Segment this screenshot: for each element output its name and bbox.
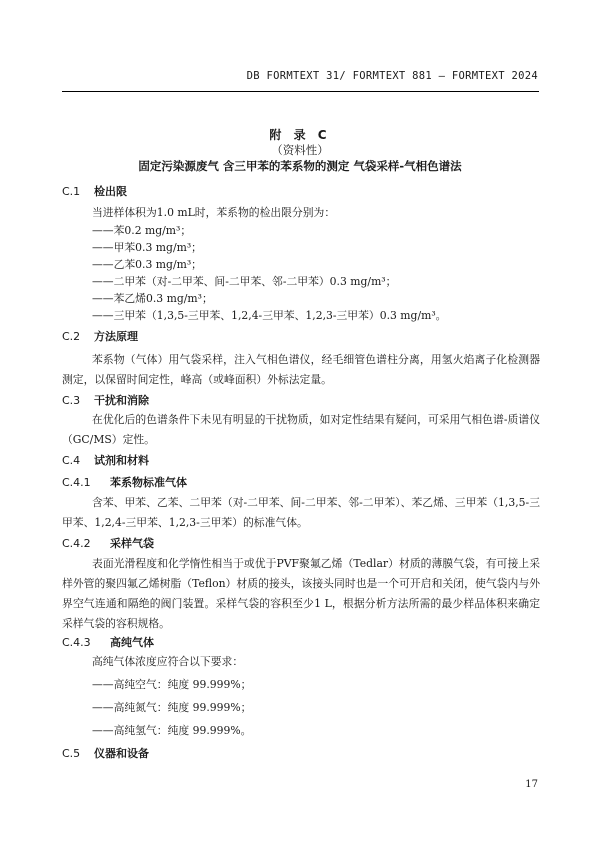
- section-c41-heading: [62, 474, 187, 490]
- section-number: C.4.2: [62, 537, 91, 550]
- document-header: DB FORMTEXT 31/ FORMTEXT 881 — FORMTEXT 2024: [246, 70, 538, 82]
- section-number: C.4.1: [62, 476, 91, 489]
- section-title: 干扰和消除: [94, 394, 149, 407]
- c1-item: ——甲苯0.3 mg/m³；: [92, 241, 202, 254]
- section-c3-heading: [62, 392, 149, 408]
- c1-intro: 当进样体积为1.0 mL时，苯系物的检出限分别为：: [92, 206, 336, 219]
- section-title: 试剂和材料: [94, 454, 149, 467]
- section-title: 仪器和设备: [94, 747, 149, 760]
- section-number: C.4.3: [62, 636, 91, 649]
- section-title: 采样气袋: [110, 537, 154, 550]
- section-title: 高纯气体: [110, 636, 154, 649]
- appendix-type: （资料性）: [271, 143, 329, 157]
- c1-item: ——三甲苯（1,3,5-三甲苯、1,2,4-三甲苯、1,2,3-三甲苯）0.3 mg/m³。: [92, 309, 447, 322]
- c2-paragraph: 苯系物（气体）用气袋采样，注入气相色谱仪，经毛细管色谱柱分离，用氢火焰离子化检测器测定，以保留时间定性，峰高（或峰面积）外标法定量。: [62, 353, 540, 386]
- c43-item: ——高纯氮气：纯度 99.999%；: [92, 701, 252, 714]
- c43-item: ——高纯空气：纯度 99.999%；: [92, 678, 252, 691]
- c42-paragraph: 表面光滑程度和化学惰性相当于或优于PVF聚氟乙烯（Tedlar）材质的薄膜气袋，有可接上采样外管的聚四氟乙烯树脂（Teflon）材质的接头，该接头同时也是一个可开启和关闭，使气袋内与外界空气连通和隔绝的阀门装置。采样气袋的容积至少1 L，根据分析方法所需的最少样品体积来确定采样气袋的容积规格。: [62, 557, 540, 630]
- section-number: C.5: [62, 747, 81, 760]
- appendix-title: 附 录 C: [269, 128, 331, 142]
- section-number: C.3: [62, 394, 81, 407]
- c43-intro: 高纯气体浓度应符合以下要求：: [92, 655, 244, 668]
- section-number: C.1: [62, 185, 81, 198]
- c43-item: ——高纯氢气：纯度 99.999%。: [92, 724, 252, 737]
- c1-item: ——二甲苯（对-二甲苯、间-二甲苯、邻-二甲苯）0.3 mg/m³；: [92, 275, 397, 288]
- section-c5-heading: [62, 745, 149, 761]
- section-number: C.2: [62, 330, 81, 343]
- appendix-name: 固定污染源废气 含三甲苯的苯系物的测定 气袋采样-气相色谱法: [138, 159, 462, 173]
- c1-item: ——苯0.2 mg/m³；: [92, 224, 192, 237]
- section-c43-heading: [62, 634, 154, 650]
- header-rule: [62, 91, 539, 92]
- page-number: 17: [525, 779, 538, 790]
- section-c4-heading: [62, 452, 149, 468]
- section-c42-heading: [62, 535, 154, 551]
- section-c1-heading: [62, 183, 127, 199]
- c1-item: ——乙苯0.3 mg/m³；: [92, 258, 202, 271]
- section-number: C.4: [62, 454, 81, 467]
- section-title: 苯系物标准气体: [110, 476, 187, 489]
- section-title: 检出限: [94, 185, 127, 198]
- section-c2-heading: [62, 328, 138, 344]
- c41-paragraph: 含苯、甲苯、乙苯、二甲苯（对-二甲苯、间-二甲苯、邻-二甲苯）、苯乙烯、三甲苯（1,3,5-三甲苯、1,2,4-三甲苯、1,2,3-三甲苯）的标准气体。: [62, 496, 540, 529]
- c3-paragraph: 在优化后的色谱条件下未见有明显的干扰物质，如对定性结果有疑问，可采用气相色谱-质谱仪（GC/MS）定性。: [62, 413, 540, 446]
- c1-item: ——苯乙烯0.3 mg/m³；: [92, 292, 213, 305]
- section-title: 方法原理: [94, 330, 138, 343]
